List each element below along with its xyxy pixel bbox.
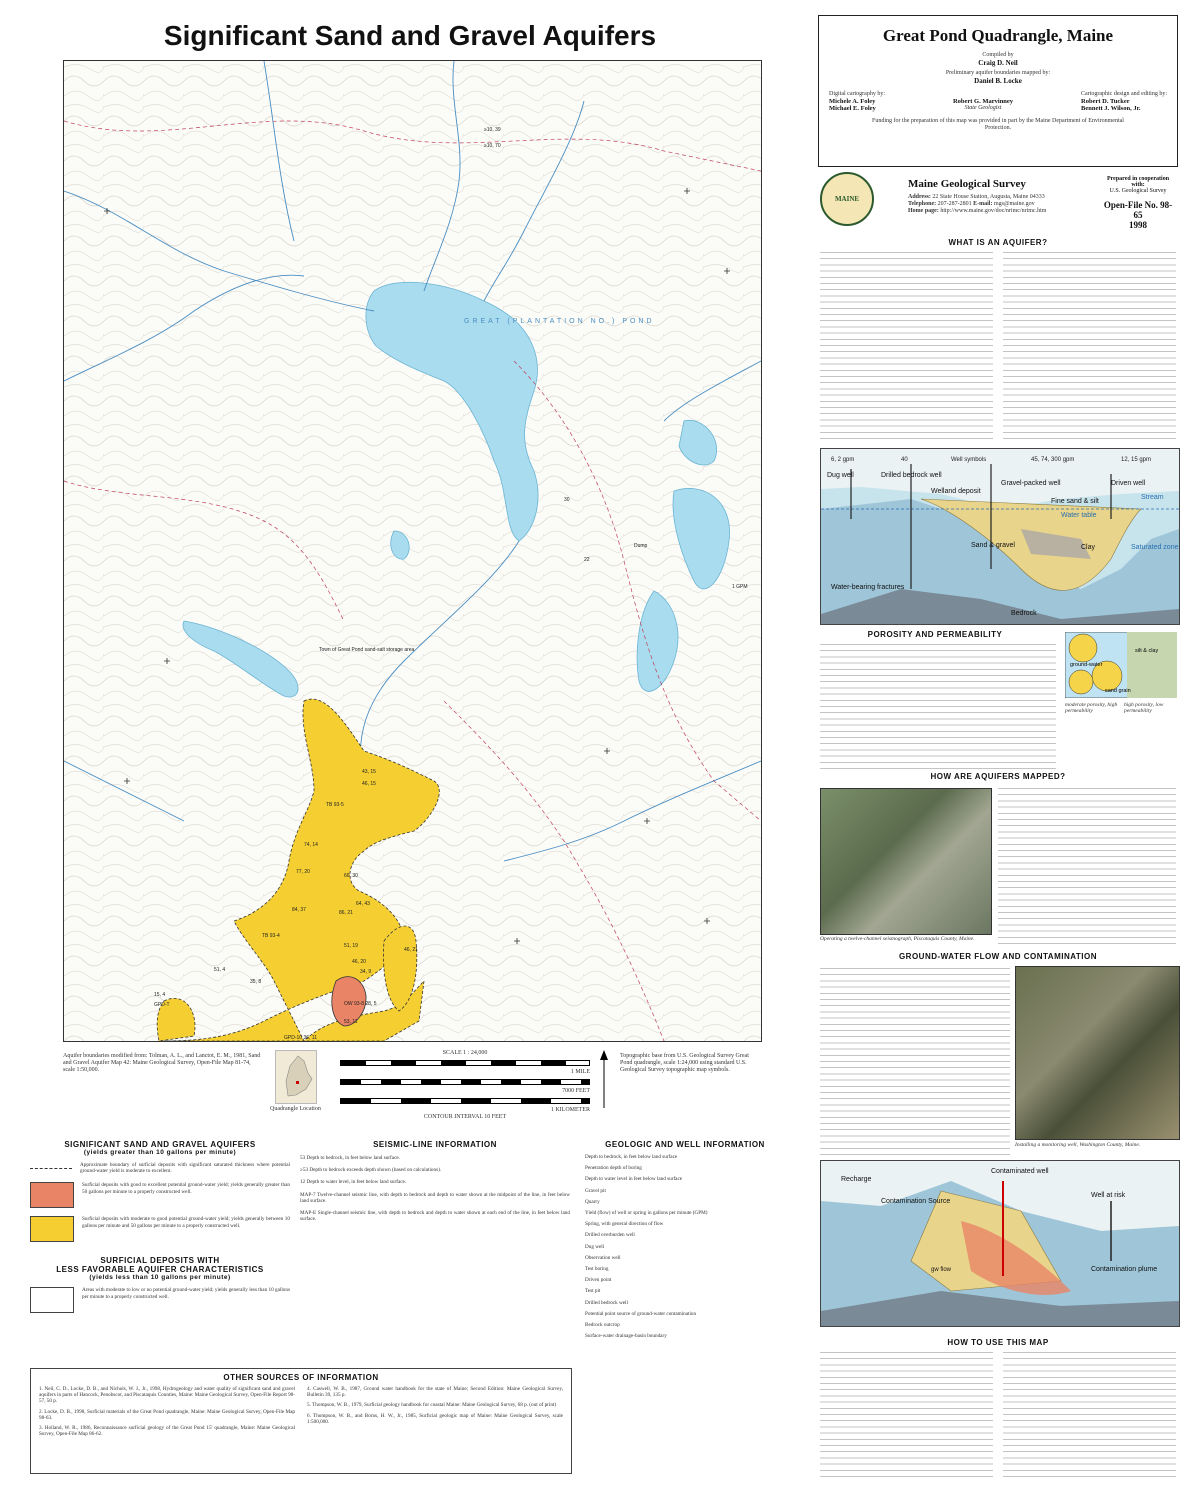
svg-text:Dug well: Dug well — [827, 472, 854, 479]
svg-text:43, 15: 43, 15 — [362, 769, 376, 775]
survey-email[interactable]: mgs@maine.gov — [993, 201, 1035, 207]
svg-text:30: 30 — [564, 497, 570, 503]
svg-text:TB 93-4: TB 93-4 — [262, 933, 280, 939]
source-item: 6. Thompson, W. B., and Borns, H. W., Jr., 1985, Surficial geologic map of Maine: Maine Geological Survey, scale 1:500,000. — [307, 1412, 563, 1425]
geologic-item: Surface-water drainage-basin boundary — [585, 1333, 667, 1340]
source-item: 2. Locke, D. B., 1998, Surficial materials of the Great Pond quadrangle, Maine: Maine Geological Survey, Open-File Map 98-63. — [39, 1408, 295, 1421]
carto-name-1: Robert D. Tucker — [1081, 98, 1130, 105]
seismic-item-3: 12 Depth to water level, in feet below land surface. — [300, 1179, 407, 1186]
less-favorable-title-2: LESS FAVORABLE AQUIFER CHARACTERISTICS — [56, 1265, 264, 1275]
monitoring-well-photo — [1015, 966, 1180, 1140]
svg-text:OW 93-8 28, 5: OW 93-8 28, 5 — [344, 1001, 377, 1007]
scale-bar-feet — [340, 1079, 590, 1085]
state-geologist-title: State Geologist — [964, 105, 1002, 111]
digital-name-1: Michele A. Foley — [829, 98, 876, 105]
scale-bar-mile — [340, 1060, 590, 1066]
text-column — [1003, 1352, 1176, 1478]
cross-section-svg — [821, 449, 1179, 624]
svg-text:Clay: Clay — [1081, 544, 1096, 551]
svg-text:sand grain: sand grain — [1105, 688, 1131, 694]
topographic-map[interactable] — [63, 60, 762, 1042]
svg-text:6, 2 gpm: 6, 2 gpm — [831, 457, 855, 463]
svg-text:1 GPM: 1 GPM — [732, 584, 748, 590]
svg-text:≥10, 70: ≥10, 70 — [484, 143, 501, 149]
credits-box — [818, 15, 1178, 167]
scale-mile: 1 MILE — [570, 1069, 590, 1075]
aquifer-text — [820, 252, 1176, 442]
source-item: 3. Holland, W. R., 1986, Reconnaissance surficial geology of the Great Pond 15' quadrangle, Maine: Maine Geological Survey, Open-File Map 86-62. — [39, 1425, 295, 1438]
svg-text:ground-water: ground-water — [1070, 662, 1103, 668]
contamination-svg — [821, 1161, 1179, 1326]
seismic-legend — [300, 1140, 570, 1222]
geologic-item: Quarry — [585, 1198, 600, 1205]
legend-white-text: Areas with moderate to low or no potential ground-water yield; yields generally less than 10 gallons per minute to a properly constructed well. — [82, 1287, 290, 1300]
legend-yellow-item — [30, 1216, 290, 1242]
survey-block: MAINE Maine Geological Survey Address: 22 State House Station, Augusta, Maine 04333 Telephone: 207-287-2801 E-mail: mgs@maine.gov Home page: http://www.maine.gov/doc/nrimc/nrimc.htm Prepared in cooperation with: U.S. Geological Survey Open-File No. 98-65 1998 — [820, 172, 1176, 244]
contour-interval: CONTOUR INTERVAL 10 FEET — [423, 1114, 507, 1120]
svg-text:Recharge: Recharge — [841, 1176, 872, 1183]
svg-text:Contaminated well: Contaminated well — [991, 1168, 1049, 1175]
scale-label: SCALE 1 : 24,000 — [442, 1050, 488, 1056]
geologic-item: Test boring — [585, 1266, 609, 1273]
svg-text:Dump: Dump — [634, 543, 648, 549]
text-column — [820, 1352, 993, 1478]
svg-text:Fine sand & silt: Fine sand & silt — [1051, 498, 1099, 505]
mgs-seal-icon: MAINE — [820, 172, 874, 226]
porosity-caption-left: moderate porosity, high permeability — [1065, 702, 1118, 714]
map-canvas — [64, 61, 761, 1041]
red-swatch — [30, 1182, 74, 1208]
legend-boundary-text: Approximate boundary of surficial deposits with significant saturated thickness where potential ground-water yield is moderate to excellent. — [80, 1162, 290, 1175]
svg-text:51, 4: 51, 4 — [214, 967, 226, 973]
svg-text:≥10, 39: ≥10, 39 — [484, 127, 501, 133]
compiler-name: Craig D. Neil — [978, 59, 1018, 67]
svg-text:GPD-T: GPD-T — [154, 1002, 170, 1008]
section-aquifer-title: WHAT IS AN AQUIFER? — [948, 238, 1048, 247]
geologic-item: Depth to water level in feet below land surface — [585, 1176, 683, 1183]
digital-label: Digital cartography by: — [829, 91, 885, 97]
geologic-item: Gravel pit — [585, 1187, 606, 1194]
open-file-year: 1998 — [1129, 220, 1147, 230]
map-title: Significant Sand and Gravel Aquifers — [163, 20, 657, 51]
town-label: Town of Great Pond sand-salt storage area — [319, 647, 415, 653]
geologic-item: Potential point source of ground-water contamination — [585, 1310, 697, 1317]
seismic-item-5: MAP-E Single-channel seismic line, with depth to bedrock and depth to water shown at each end of the line, in feet below land surface. — [300, 1210, 570, 1223]
geologic-item: Observation well — [585, 1254, 621, 1261]
geologic-item: Depth to bedrock, in feet below land surface — [585, 1154, 678, 1160]
pond-label: GREAT (PLANTATION NO.) POND — [464, 318, 655, 325]
svg-text:77, 20: 77, 20 — [296, 869, 310, 875]
svg-text:Stream: Stream — [1141, 494, 1164, 501]
contamination-diagram — [820, 1160, 1180, 1327]
open-file-number: Open-File No. 98-65 — [1103, 200, 1173, 220]
other-sources-box — [30, 1368, 572, 1474]
funding-note: Funding for the preparation of this map was provided in part by the Maine Department of Environmental Protection. — [872, 118, 1124, 131]
svg-text:Drilled bedrock well: Drilled bedrock well — [881, 472, 942, 479]
quad-location-label: Quadrangle Location — [270, 1106, 321, 1112]
prelim-name: Daniel B. Locke — [974, 77, 1022, 85]
svg-text:45, 74, 300 gpm: 45, 74, 300 gpm — [1031, 457, 1075, 463]
svg-text:86, 21: 86, 21 — [339, 910, 353, 916]
porosity-text — [820, 644, 1056, 769]
coop-label: Prepared in cooperation with: — [1106, 176, 1170, 188]
svg-text:84, 37: 84, 37 — [292, 907, 306, 913]
survey-address: 22 State House Station, Augusta, Maine 04333 — [932, 194, 1045, 200]
section-porosity-title: POROSITY AND PERMEABILITY — [867, 630, 1003, 639]
source-item: 4. Caswell, W. B., 1987, Ground water handbook for the state of Maine; Second Edition: Maine Geological Survey, Bulletin 39, 135 p. — [307, 1386, 563, 1399]
geologic-item: Test pit — [585, 1288, 601, 1295]
carto-label: Cartographic design and editing by: — [1081, 91, 1167, 97]
geologic-item: Drilled bedrock well — [585, 1299, 628, 1306]
svg-text:gw flow: gw flow — [931, 1267, 952, 1273]
geologic-item: Penetration depth of boring — [585, 1165, 642, 1172]
svg-text:Saturated zone: Saturated zone — [1131, 544, 1179, 551]
text-column — [820, 252, 993, 442]
legend-title: SIGNIFICANT SAND AND GRAVEL AQUIFERS — [64, 1140, 256, 1149]
survey-name: Maine Geological Survey — [908, 178, 1026, 190]
svg-text:40: 40 — [901, 457, 908, 463]
seismic-item-2: ≥53 Depth to bedrock exceeds depth shown (based on calculations). — [300, 1167, 442, 1174]
svg-text:51, 19: 51, 19 — [344, 943, 358, 949]
other-sources-title: OTHER SOURCES OF INFORMATION — [223, 1373, 379, 1382]
svg-text:74, 14: 74, 14 — [304, 842, 318, 848]
aquifer-cross-section-diagram — [820, 448, 1180, 625]
svg-text:46, 20: 46, 20 — [352, 959, 366, 965]
boundary-swatch — [30, 1168, 72, 1174]
geologic-legend — [585, 1140, 785, 1339]
contour-pattern — [64, 61, 761, 1041]
legend-red-item — [30, 1182, 290, 1208]
svg-text:66, 30: 66, 30 — [344, 873, 358, 879]
svg-text:Well at risk: Well at risk — [1091, 1192, 1126, 1199]
source-item: 5. Thompson, W. B., 1979, Surficial geology handbook for coastal Maine: Maine Geological Survey, 68 p. (out of print) — [307, 1402, 557, 1409]
scale-bar — [340, 1050, 590, 1121]
quad-title: Great Pond Quadrangle, Maine — [882, 26, 1114, 45]
source-item: 1. Neil, C. D., Locke, D. B., and Nichols, W. J., Jr., 1998, Hydrogeology and water quality of significant sand and gravel aquifers in parts of Hancock, Penobscot, and Piscataquis Counties, Maine: Maine Geological Survey, Open-File Report 98-57, 50 p. — [39, 1386, 295, 1405]
prelim-label: Preliminary aquifer boundaries mapped by: — [945, 70, 1051, 76]
svg-text:Gravel-packed well: Gravel-packed well — [1001, 480, 1061, 487]
geologic-title: GEOLOGIC AND WELL INFORMATION — [605, 1140, 765, 1149]
white-swatch — [30, 1287, 74, 1313]
monitoring-well-caption: Installing a monitoring well, Washington County, Maine. — [1015, 1142, 1141, 1148]
geologic-item: Spring, with general direction of flow — [585, 1221, 664, 1228]
svg-text:Water-bearing fractures: Water-bearing fractures — [831, 584, 905, 591]
section-groundwater-title: GROUND-WATER FLOW AND CONTAMINATION — [898, 952, 1098, 961]
svg-text:46, 15: 46, 15 — [362, 781, 376, 787]
mapped-text — [998, 788, 1176, 948]
geologic-item: Drilled overburden well — [585, 1232, 635, 1239]
legend-yellow-text: Surficial deposits with moderate to good potential ground-water yield; yields generally between 10 gallons per minute and 50 gallons per minute to a properly constructed well. — [82, 1216, 290, 1229]
svg-text:64, 43: 64, 43 — [356, 901, 370, 907]
topographic-base-note: Topographic base from U.S. Geological Survey Great Pond quadrangle, scale 1:24,000 using standard U.S. Geological Survey topographic map symbols. — [620, 1053, 749, 1073]
svg-text:Bedrock: Bedrock — [1011, 610, 1037, 617]
svg-text:15, 4: 15, 4 — [154, 992, 166, 998]
less-favorable-title: SURFICIAL DEPOSITS WITH — [100, 1256, 220, 1266]
svg-text:Contamination Source: Contamination Source — [881, 1198, 951, 1205]
coop-name: U.S. Geological Survey — [1109, 188, 1167, 194]
geologic-item: Bedrock outcrop — [585, 1322, 620, 1329]
section-howto-title: HOW TO USE THIS MAP — [947, 1338, 1049, 1347]
north-arrow-icon — [598, 1050, 610, 1110]
survey-homepage-link[interactable]: http://www.maine.gov/doc/nrimc/nrimc.htm — [940, 208, 1047, 214]
porosity-diagram — [1065, 632, 1177, 698]
legend-boundary-item — [30, 1162, 290, 1174]
svg-text:34, 9: 34, 9 — [360, 969, 372, 975]
howto-text — [820, 1352, 1176, 1478]
state-geologist-name: Robert G. Marvinney — [952, 98, 1014, 105]
svg-text:Driven well: Driven well — [1111, 480, 1146, 487]
digital-name-2: Michael E. Foley — [829, 105, 876, 112]
porosity-caption-right: high porosity, low permeability — [1124, 702, 1164, 714]
seismic-item-1: 53 Depth to bedrock, in feet below land surface. — [300, 1155, 400, 1161]
svg-text:GPD-10 36, 11: GPD-10 36, 11 — [284, 1035, 317, 1041]
seismic-item-4: MAP-7 Twelve-channel seismic line, with depth to bedrock and depth to water shown at the midpoint of the line, in feet below land surface. — [300, 1191, 570, 1204]
svg-text:silt & clay: silt & clay — [1135, 648, 1159, 654]
geologic-item: Driven point — [585, 1277, 612, 1284]
survey-phone: 207-287-2801 — [937, 201, 972, 207]
maine-outline-icon — [276, 1051, 316, 1103]
yellow-swatch — [30, 1216, 74, 1242]
legend-subtitle: (yields greater than 10 gallons per minute) — [83, 1149, 237, 1156]
svg-text:Contamination plume: Contamination plume — [1091, 1266, 1158, 1273]
legend-red-text: Surficial deposits with good to excellent potential ground-water yield; yields generally greater than 50 gallons per minute to a properly constructed well. — [82, 1182, 290, 1195]
quadrangle-location-map — [275, 1050, 317, 1104]
geologic-item: Dug well — [585, 1243, 605, 1250]
less-favorable-subtitle: (yields less than 10 gallons per minute) — [89, 1274, 231, 1282]
svg-text:53, 11: 53, 11 — [344, 1019, 358, 1025]
svg-text:22: 22 — [584, 557, 590, 563]
legend-aquifers — [30, 1140, 290, 1313]
scale-bar-km — [340, 1098, 590, 1104]
svg-text:35, 8: 35, 8 — [250, 979, 262, 985]
aquifer-source-note: Aquifer boundaries modified from: Tolman, A. L., and Lanctot, E. M., 1981, Sand and Gravel Aquifer Map 42: Maine Geological Survey, Open-File Map 81-74, scale 1:50,000. — [63, 1053, 261, 1073]
compiled-label: Compiled by — [982, 52, 1014, 58]
legend-white-item — [30, 1287, 290, 1313]
svg-text:TB 93-5: TB 93-5 — [326, 802, 344, 808]
seismic-title: SEISMIC-LINE INFORMATION — [373, 1140, 497, 1149]
svg-text:Well symbols: Well symbols — [951, 457, 987, 463]
svg-text:Water table: Water table — [1061, 512, 1097, 519]
carto-name-2: Bennett J. Wilson, Jr. — [1081, 105, 1141, 112]
svg-text:12, 15 gpm: 12, 15 gpm — [1121, 457, 1152, 463]
scale-feet: 7000 FEET — [562, 1088, 590, 1094]
geologic-item: Yield (flow) of well or spring in gallons per minute (GPM) — [585, 1210, 708, 1217]
seismograph-caption: Operating a twelve-channel seismograph, Piscataquis County, Maine. — [820, 936, 975, 942]
svg-text:46, 21: 46, 21 — [404, 947, 418, 953]
section-mapped-title: HOW ARE AQUIFERS MAPPED? — [930, 772, 1066, 781]
seismograph-photo — [820, 788, 992, 935]
svg-text:Sand & gravel: Sand & gravel — [971, 542, 1015, 549]
scale-km: 1 KILOMETER — [550, 1107, 590, 1113]
svg-text:Welland deposit: Welland deposit — [931, 488, 981, 495]
text-column — [1003, 252, 1176, 442]
groundwater-text — [820, 968, 1010, 1158]
